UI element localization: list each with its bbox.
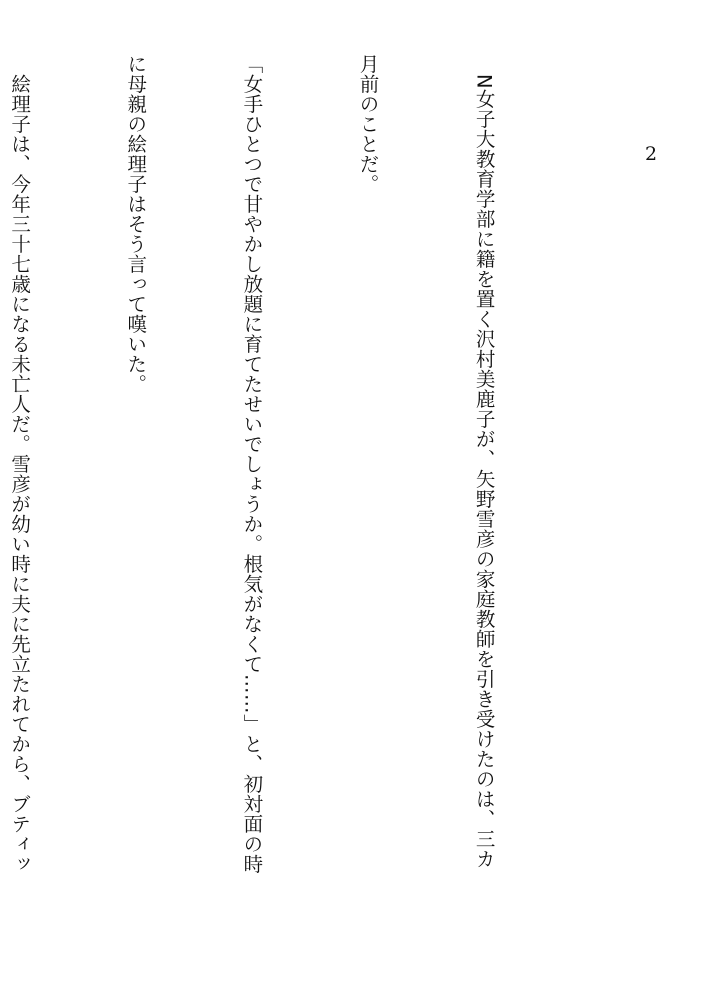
text-line: に母親の絵理子はそう言って嘆いた。 (124, 54, 148, 394)
text-line: 月前のことだ。 (356, 54, 380, 194)
text-line: N女子大教育学部に籍を置く沢村美鹿子が、矢野雪彦の家庭教師を引き受けたのは、三カ (472, 54, 496, 870)
text-line: 「女手ひとつで甘やかし放題に育てたせいでしょうか。根気がなくて……」と、初対面の時 (240, 54, 264, 874)
body-text (0, 54, 580, 974)
page-number: 2 (645, 143, 658, 165)
text-line: 絵理子は、今年三十七歳になる未亡人だ。雪彦が幼い時に夫に先立たれてから、ブティッ (8, 54, 32, 874)
